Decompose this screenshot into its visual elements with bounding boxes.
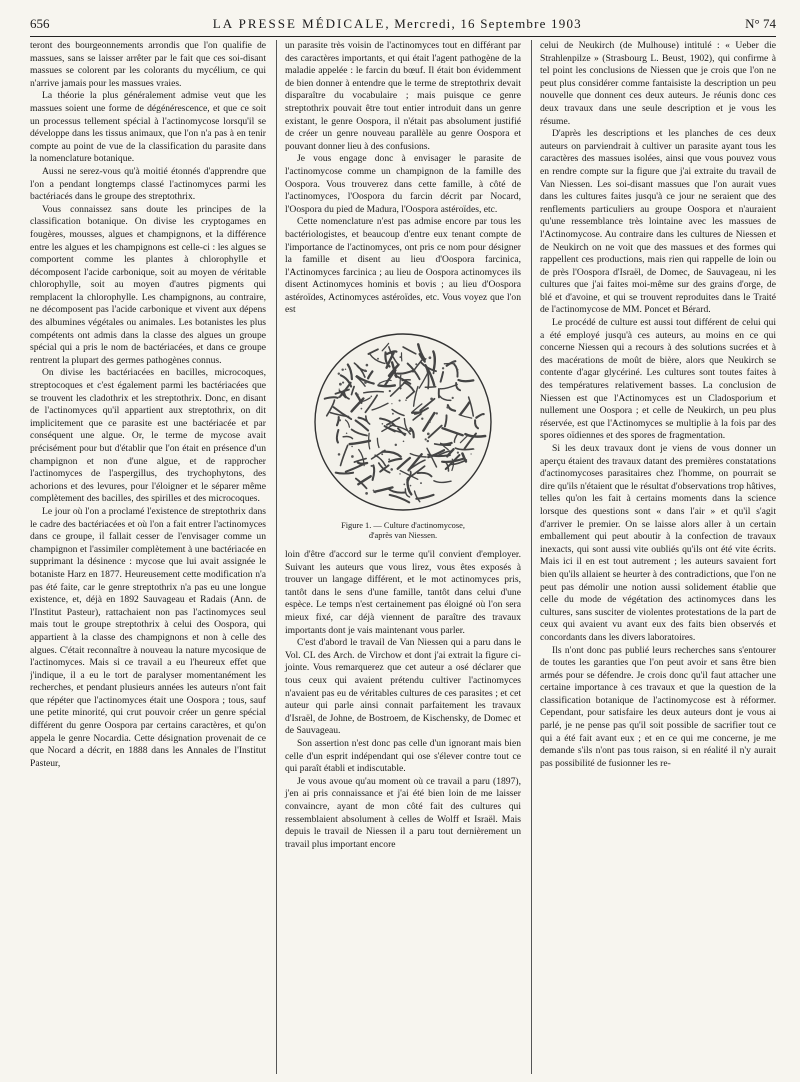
paragraph: Si les deux travaux dont je viens de vous donner un aperçu étaient des travaux datant des premières constatations d'actinomycoses parasitaires chez l'homme, on pourrait se dire qu'ils n'étaient que le résultat d'observations trop hâtives, telles qu'on les fait à certains moments dans la science lorsque des questions sont « dans l'air » et qu'il s'agit d'arriver le premier. On se laisse alors aller à un certain emballement qui peut aboutir à la confection de travaux inexacts, qui sont aussi vite oubliés qu'ils ont été vite écrits. Mais ici il en est tout autrement ; les auteurs savaient fort bien qu'ils allaient se heurter à des contradictions, que l'on ne peut pas démolir une notion aussi solidement établie que celle du mode de végétation des actinomyces dans les cultures, sans susciter de violentes protestations de la part de ceux qui avaient vu avant eux des faits bien observés et concordants dans les divers laboratoires. xyxy=(540,443,776,643)
publication-title: LA PRESSE MÉDICALE xyxy=(212,16,386,31)
spore-dot xyxy=(429,421,431,423)
spore-dot xyxy=(427,433,430,436)
spore-dot xyxy=(425,358,427,360)
spore-dot xyxy=(421,418,423,420)
spore-dot xyxy=(457,369,458,370)
text-columns xyxy=(30,40,776,1074)
spore-dot xyxy=(371,465,373,467)
spore-dot xyxy=(410,485,412,487)
page-header xyxy=(30,12,776,37)
culture-illustration xyxy=(308,327,498,517)
spore-dot xyxy=(339,419,341,421)
spore-dot xyxy=(405,399,407,401)
spore-dot xyxy=(357,394,359,396)
spore-dot xyxy=(345,369,347,371)
paragraph: celui de Neukirch (de Mulhouse) intitulé : « Ueber die Strahlenpilze » (Strasbourg L. Beust, 1902), qui confirme à tel point les conclusions de Niessen que je crois que l'on ne peut plus considérer comme fantaisiste la description un peu nouvelle que donnent ces deux auteurs. Je réunis donc ces deux travaux dans une seule description et je vous les résume. xyxy=(540,40,776,127)
spore-dot xyxy=(351,455,354,458)
spore-dot xyxy=(425,438,427,440)
spore-dot xyxy=(342,382,344,384)
spore-dot xyxy=(390,468,393,471)
spore-dot xyxy=(415,363,417,365)
spore-dot xyxy=(339,383,342,386)
club-shaped-element xyxy=(425,387,435,388)
page-number: 656 xyxy=(30,16,50,31)
spore-dot xyxy=(429,356,432,359)
spore-dot xyxy=(442,367,444,369)
spore-dot xyxy=(399,400,401,402)
spore-dot xyxy=(400,388,401,389)
paragraph: Cette nomenclature n'est pas admise encore par tous les bactériologistes, et beaucoup d'entre eux tenant compte de l'importance de l'actinomyces, ont pris ce nom pour désigner la famille et disent au lieu d'Oospora farcinica, l'Actinomyces farcinica ; au lieu de Oospora actinomyces ils disent Actinomyces hominis et bovis ; au lieu d'Oospora astéroïdes, Actinomyces astéroïdes, etc. Vous voyez que l'on est xyxy=(285,216,521,316)
header-center: LA PRESSE MÉDICALE, Mercredi, 16 Septembre 1903 xyxy=(212,16,582,31)
spore-dot xyxy=(388,458,390,460)
paragraph: Je vous avoue qu'au moment où ce travail a paru (1897), j'en ai pris connaissance et j'ai été bien loin de me laisser convaincre, ayant de mon côté fait des cultures qui ressemblaient absolument à celles de Wolff et Israël. Mais depuis le travail de Niessen il a paru tout dernièrement un travail plus important encore xyxy=(285,775,521,850)
spore-dot xyxy=(420,482,422,484)
spore-dot xyxy=(365,492,368,495)
paragraph: Ils n'ont donc pas publié leurs recherches sans s'entourer de toutes les garanties que l'on peut avoir et sans être bien armés pour se défendre. Je crois donc qu'il faut attacher une certaine importance à ces travaux et que la question de la classification botanique de l'actinomycose est à réformer. Cependant, pour satisfaire les deux auteurs dont je vous ai parlé, je ne pense pas qu'il soit possible de sacrifier tout ce qui a été fait avant eux ; et en ce qui me concerne, je me demande s'ils n'ont pas tous raison, si en réalité il n'y aurait pas possibilité de fusionner les re- xyxy=(540,644,776,769)
spore-dot xyxy=(430,456,432,458)
spore-dot xyxy=(436,412,438,414)
spore-dot xyxy=(364,370,367,373)
paragraph: On divise les bactériacées en bacilles, microcoques, streptocoques et c'est également parmi les bactériacées que se trouvent les cladothrix et les streptothrix. Donc, en disant de l'actinomyces qu'il appartient aux streptothrix, on dit implicitement que ce parasite est une bactériacée et par conséquent une algue. Or, le terme de mycose avait précisément pour but d'établir que l'on était en présence d'un champignon et non d'une algue, et de rapprocher l'actinomyces de l'aspergillus, des trychophytons, des achorions et des levures, pour l'éloigner et le séparer même complètement des bacilles, des spirilles et des microcoques. xyxy=(30,367,266,505)
spore-dot xyxy=(366,364,369,367)
spore-dot xyxy=(430,398,433,401)
club-shaped-element xyxy=(379,385,395,386)
spore-dot xyxy=(452,361,454,363)
caption-line: d'après van Niessen. xyxy=(368,531,438,541)
spore-dot xyxy=(452,397,454,399)
spore-dot xyxy=(381,453,383,455)
paragraph: Aussi ne serez-vous qu'à moitié étonnés d'apprendre que l'on a pendant longtemps classé l'actinomyces parmi les bactériacés dans le groupe des streptothrix. xyxy=(30,165,266,203)
spore-dot xyxy=(391,403,392,404)
spore-dot xyxy=(389,390,391,392)
spore-dot xyxy=(399,473,401,475)
spore-dot xyxy=(457,452,459,454)
issue-date: Mercredi, 16 Septembre 1903 xyxy=(394,16,582,31)
spore-dot xyxy=(470,453,471,454)
spore-dot xyxy=(403,441,405,443)
paragraph: D'après les descriptions et les planches de ces deux auteurs on parviendrait à cultiver un parasite ayant tous les caractères des massues isolées, ainsi que vous pouvez vous en rendre compte sur la figure que j'ai extraite du travail de Van Niessen. Les soi-disant massues que l'on aurait vues dans les cultures faites jusqu'à ce jour ne seraient que des renflements particuliers au groupe Oospora et n'auraient qu'une ressemblance très lointaine avec les massues de l'Actinomycose. Au contraire dans les cultures de Niessen et de Neukirch on ne voit que des massues et des formes qui rappellent ces productions, mais rien qui rappelle de loin ou de près l'Oospora d'Israël, de Domec, de Sauvageau, ni les cultures que j'ai faites moi-même sur des grains d'orge, de blé et d'avoine, et qui se trouvent reproduites dans le Traité de l'actinomycose de MM. Poncet et Bérard. xyxy=(540,128,776,316)
spore-dot xyxy=(346,433,348,435)
club-shaped-element xyxy=(336,473,353,474)
column-right xyxy=(531,40,776,1074)
spore-dot xyxy=(370,396,372,398)
spore-dot xyxy=(409,430,412,433)
paragraph: Vous connaissez sans doute les principes de la classification botanique. On divise les cryptogames en fougères, mousses, algues et champignons, et la différence entre les algues et les champignons est celle-ci : les algues se comportent comme les plantes à chlorophylle et décomposent l'acide carbonique, soit au moyen de véritable chlorophylle, soit au moyen d'autres pigments qui remplacent la chlorophylle. Les champignons, au contraire, ne décomposent pas l'acide carbonique et vivent aux dépens des albumines végétales ou animales. Les botanistes les plus compétents ont admis dans la classe des algues un groupe spécial qui a pris le nom de bactériacées, et dans ce groupe rentrent la plupart des germes pathogènes connus. xyxy=(30,203,266,366)
column-middle xyxy=(276,40,521,1074)
paragraph: loin d'être d'accord sur le terme qu'il convient d'employer. Suivant les auteurs que vous lirez, vous êtes exposés à trouver un langage différent, et le mot actinomyces pris, tantôt dans le sens d'une famille, tantôt dans celui d'une espèce. Le temps n'est certainement pas éloigné où l'on sera mieux fixé, car déjà viennent de paraître des travaux importants dont je vais maintenant vous parler. xyxy=(285,549,521,636)
paragraph: Je vous engage donc à envisager le parasite de l'actinomycose comme un champignon de la famille des Oospora. Vous trouverez dans cette famille, à côté de l'actinomyces, l'Oospora du farcin décrit par Nocard, l'Oospora du pied de Madura, l'Oospora astéroïdes, etc. xyxy=(285,153,521,215)
column-left xyxy=(30,40,266,1074)
column-middle-bottom xyxy=(285,549,521,851)
spore-dot xyxy=(338,396,340,398)
spore-dot xyxy=(382,423,384,425)
club-shaped-element xyxy=(402,380,410,381)
figure-caption xyxy=(285,521,521,541)
spore-dot xyxy=(364,381,367,384)
paragraph: Son assertion n'est donc pas celle d'un ignorant mais bien celle d'un esprit indépendant qui ose s'élever contre tout ce qui paraît établi et indiscutable. xyxy=(285,737,521,775)
figure-culture xyxy=(285,327,521,541)
spore-dot xyxy=(377,358,379,360)
paragraph: Le procédé de culture est aussi tout différent de celui qui a été employé jusqu'à ces auteurs, au moins en ce qui concerne Niessen qui a recours à des solutions sucrées et à des macérations de moût de bière, alors que Neukirch se contente d'agar glycériné. Les cultures sont toutes faites à des températures relativement basses. La conclusion de Niessen est que l'Actinomyces est un Cladosporium et nullement une Oospora ; et celle de Neukirch, un peu plus réservée, est que l'Actinomyces se multiplie à la fois par des spores oïdiennes et des spores de fragmentation. xyxy=(540,317,776,442)
spore-dot xyxy=(338,453,341,456)
spore-dot xyxy=(395,444,397,446)
paragraph: un parasite très voisin de l'actinomyces tout en différant par des caractères importants, et qui était l'agent pathogène de la maladie appelée : le farcin du bœuf. Il était bon évidemment de bien donner à entendre que le terme de streptothrix devait disparaître du vocabulaire ; mais puisque ce genre streptothrix pouvait être tout entier introduit dans un genre existant, le genre Oospora, il n'était pas absolument justifié de créer un genre nouveau parallèle au genre Oospora et pouvant donner lieu à des confusions. xyxy=(285,40,521,152)
spore-dot xyxy=(399,356,401,358)
spore-dot xyxy=(361,408,363,410)
spore-dot xyxy=(403,484,405,486)
paragraph: La théorie la plus généralement admise veut que les massues soient une forme de dégénérescence, et que ce soit un processus tellement spécial à l'actinomycose lorsqu'il se développe dans les tissus animaux, que l'on n'a pas à en tenir compte au point de vue de la classification du parasite dans la nomenclature botanique. xyxy=(30,90,266,165)
caption-line: Figure 1. — Culture d'actinomycose, xyxy=(341,521,465,531)
paragraph: teront des bourgeonnements arrondis que l'on qualifie de massues, sans se laisser arrêter par le fait que ces soi-disant massues se colorent par les colorants du mycélium, ce qui n'arrive jamais pour les massues vraies. xyxy=(30,40,266,89)
spore-dot xyxy=(339,389,340,390)
issue-number: N° 74 xyxy=(745,16,776,31)
spore-dot xyxy=(446,406,448,408)
culture-dish-outline xyxy=(315,334,491,510)
club-shaped-element xyxy=(459,380,474,381)
spore-dot xyxy=(392,413,394,415)
spore-dot xyxy=(351,446,353,448)
spore-dot xyxy=(473,449,474,450)
spore-dot xyxy=(375,492,377,494)
paragraph: Le jour où l'on a proclamé l'existence de streptothrix dans le cadre des bactériacées et où l'on a fait entrer l'actinomyces dans ce groupe, il fallait cesser de l'envisager comme un champignon et l'assimiler complètement à une bactériacée en supprimant la désinence : mycose que lui avait assignée le botaniste Harz en 1877. Heureusement cette modification n'a pas été faite, car le genre streptothrix n'a pas eu une longue existence, et, déjà en 1892 Sauvageau et Radais (Ann. de l'Institut Pasteur), rattachaient non pas l'actinomyces seul mais tout le groupe streptothrix à celui des Oospora, qui appartient à la classe des champignons et non à celle des algues. C'était reconnaître à nouveau la nature mycosique de l'actinomyces. Mais si ce travail a eu l'heureux effet que j'indique, il a eu le tort de paralyser momentanément les recherches, et pendant plusieurs années les auteurs n'ont fait que répéter que l'actinomyces était une Oospora ; tous, sauf une petite minorité, qui crut pouvoir créer un genre spécial différent du genre Oospora par certains caractères, et qu'on appela le genre Nocardia. Cette désignation provenait de ce que Nocard a décrit, en 1888 dans les Annales de l'Institut Pasteur, xyxy=(30,505,266,769)
spore-dot xyxy=(373,490,375,492)
club-shaped-element xyxy=(358,463,367,464)
spore-dot xyxy=(427,440,429,442)
spore-dot xyxy=(338,373,340,375)
spore-dot xyxy=(341,369,343,371)
column-middle-top xyxy=(285,40,521,317)
paragraph: C'est d'abord le travail de Van Niessen qui a paru dans le Vol. CL des Arch. de Virchow et dont j'ai extrait la figure ci-jointe. Vous remarquerez que cet auteur a osé déclarer que tous ceux qui avaient prétendu cultiver l'actinomyces n'avaient pas eu de véritables cultures de ces parasites ; et cet auteur qui parle ainsi connait parfaitement les travaux d'Israël, de Johne, de Bostroem, de Kischensky, de Domec et de Sauvageau. xyxy=(285,637,521,737)
